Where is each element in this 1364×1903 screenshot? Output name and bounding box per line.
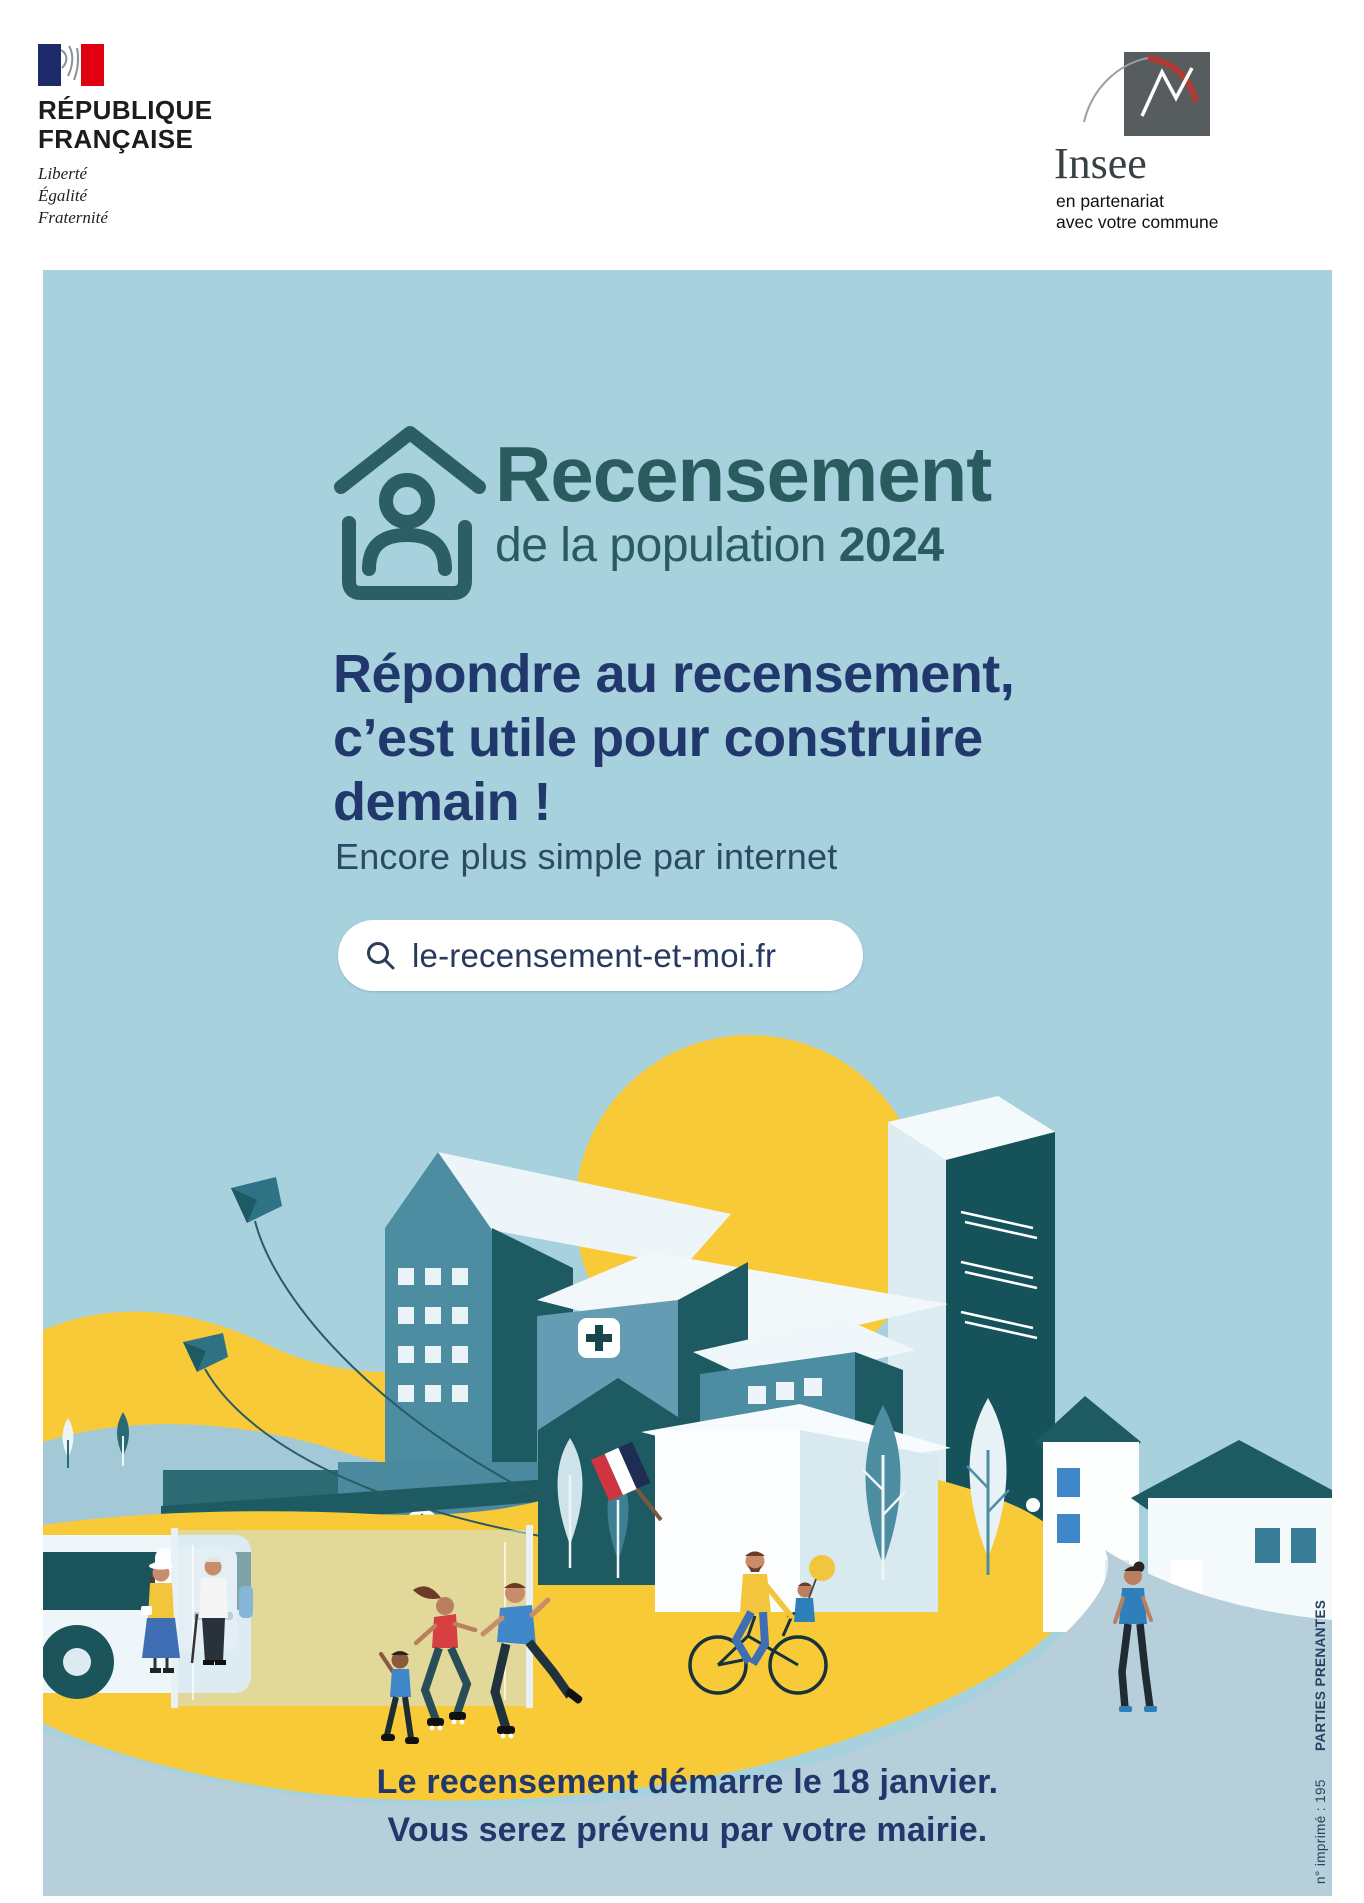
census-house-person-logo [331,423,489,605]
person-shoulders [369,535,445,569]
french-flag-marianne-logo [38,44,104,86]
person-head [386,480,428,522]
poster-brand-subtitle [495,518,991,574]
motto-fraternite: Fraternité [38,208,108,227]
brand-text [495,432,991,574]
headline-line1: Répondre au recensement, [333,644,1015,704]
census-poster [43,270,1332,1896]
footer-line2: Vous serez prévenu par votre mairie. [387,1811,988,1849]
rf-title [38,96,212,154]
headline-line3: demain ! [333,772,552,832]
print-number: n° imprimé : 195 [1313,1779,1328,1884]
brand-subtitle-text: de la population [495,519,826,572]
census-website-url: le-recensement-et-moi.fr [412,936,777,974]
website-url-pill [338,920,863,991]
poster-headline [333,642,1014,834]
motto-egalite: Égalité [38,186,88,205]
print-agency: PARTIES PRENANTES [1313,1599,1328,1752]
white-house-center [641,1404,951,1612]
footer-line1: Le recensement démarre le 18 janvier. [376,1763,999,1801]
poster-brand-title: Recensement [495,430,992,518]
print-reference-note [1313,1514,1328,1884]
insee-wordmark: Insee [1054,139,1147,188]
internet-note: Encore plus simple par internet [335,836,838,877]
insee-logo [1082,50,1212,138]
headline-line2: c’est utile pour construire [333,708,983,768]
insee-partner-line2: avec votre commune [1056,212,1219,232]
insee-block [1020,50,1350,233]
brand-year: 2024 [838,519,944,572]
insee-partnership-note [1056,191,1350,233]
insee-partner-line1: en partenariat [1056,191,1164,211]
search-icon [364,939,398,973]
rf-motto [38,163,212,229]
yellow-balloon [809,1555,835,1581]
rf-title-line2: FRANÇAISE [38,124,194,154]
poster-footer-note [43,1758,1332,1854]
motto-liberte: Liberté [38,164,88,183]
rf-title-line1: RÉPUBLIQUE [38,95,213,125]
republique-francaise-block [38,44,212,229]
